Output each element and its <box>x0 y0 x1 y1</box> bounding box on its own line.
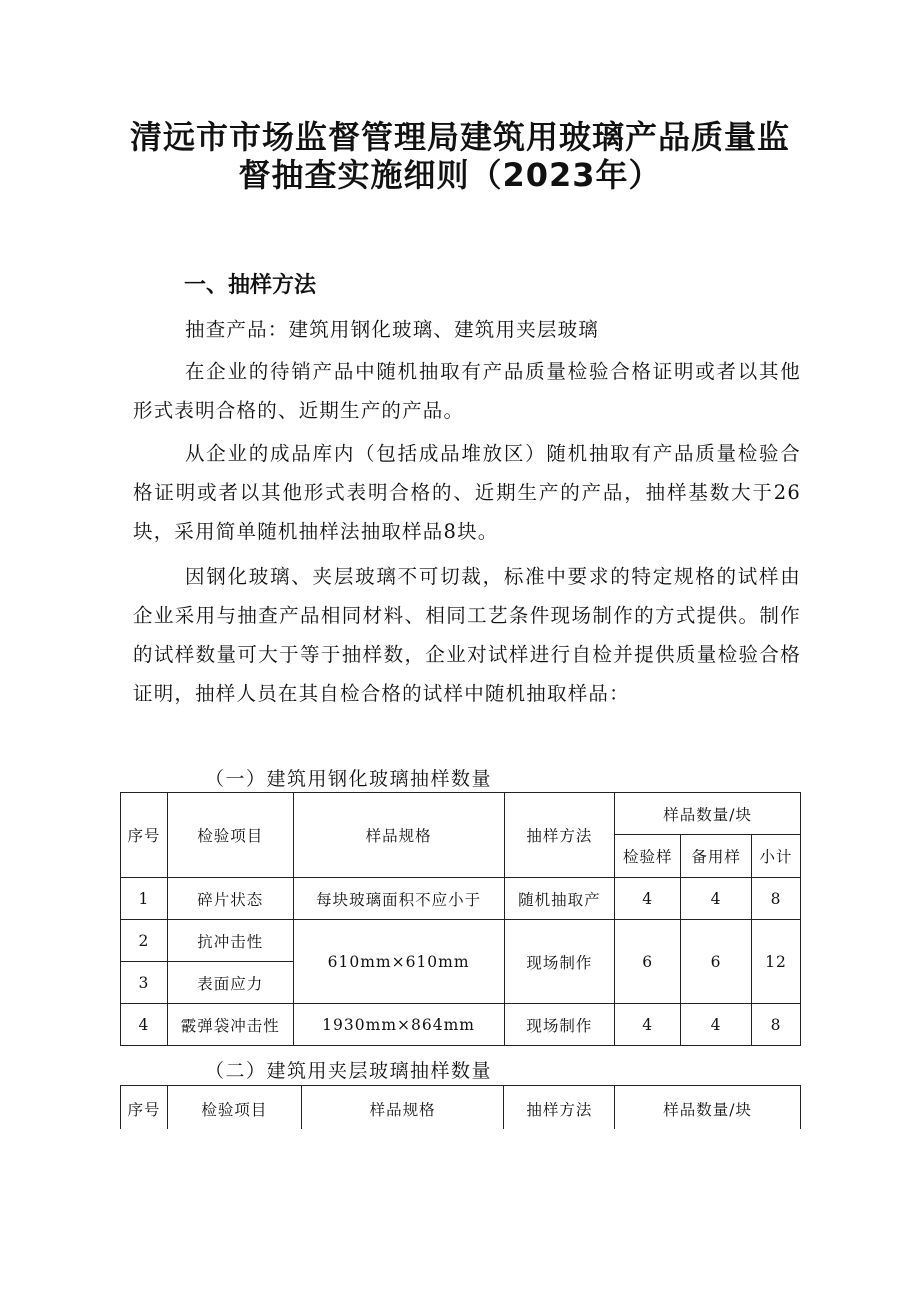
header-qty: 样品数量/块 <box>615 1086 801 1132</box>
header-qty: 样品数量/块 <box>615 793 801 835</box>
header-item: 检验项目 <box>167 1086 301 1132</box>
table1-caption: （一）建筑用钢化玻璃抽样数量 <box>205 768 493 790</box>
table-row <box>121 1004 801 1046</box>
cell-subtotal: 12 <box>752 920 801 1004</box>
cell-backup: 4 <box>681 878 752 920</box>
table-header-row <box>121 793 801 835</box>
cell-no: 2 <box>121 920 168 962</box>
cell-spec: 1930mm×864mm <box>293 1004 504 1046</box>
cell-backup: 4 <box>681 1004 752 1046</box>
header-backup: 备用样 <box>681 835 752 878</box>
paragraph-sampling-3: 因钢化玻璃、夹层玻璃不可切裁，标准中要求的特定规格的试样由企业采用与抽查产品相同材料、相同工艺条件现场制作的方式提供。制作的试样数量可大于等于抽样数，企业对试样进行自检并提供质量检验合格证明，抽样人员在其自检合格的试样中随机抽取样品： <box>133 565 801 705</box>
cell-inspect: 4 <box>615 1004 681 1046</box>
cell-item: 表面应力 <box>167 962 293 1004</box>
paragraph-sampling-1: 在企业的待销产品中随机抽取有产品质量检验合格证明或者以其他形式表明合格的、近期生产的产品。 <box>133 360 801 422</box>
paragraph-sampling-2: 从企业的成品库内（包括成品堆放区）随机抽取有产品质量检验合格证明或者以其他形式表明合格的、近期生产的产品，抽样基数大于26块，采用简单随机抽样法抽取样品8块。 <box>133 442 801 543</box>
cell-subtotal: 8 <box>752 878 801 920</box>
header-item: 检验项目 <box>167 793 293 878</box>
header-method: 抽样方法 <box>504 1086 615 1132</box>
cell-no: 4 <box>121 1004 168 1046</box>
table-row <box>121 920 801 962</box>
table2-caption: （二）建筑用夹层玻璃抽样数量 <box>205 1060 493 1082</box>
paragraph-products: 抽查产品：建筑用钢化玻璃、建筑用夹层玻璃 <box>185 318 600 341</box>
header-method: 抽样方法 <box>504 793 615 878</box>
cell-inspect: 4 <box>615 878 681 920</box>
document-title-line2: 督抽查实施细则（2023年） <box>238 156 662 194</box>
cell-item: 霰弹袋冲击性 <box>167 1004 293 1046</box>
header-no: 序号 <box>121 1086 168 1132</box>
cell-item: 碎片状态 <box>167 878 293 920</box>
cell-method: 现场制作 <box>504 920 615 1004</box>
cell-method: 现场制作 <box>504 1004 615 1046</box>
document-title-line1: 清远市市场监督管理局建筑用玻璃产品质量监 <box>129 118 790 156</box>
table-row <box>121 878 801 920</box>
section-heading-sampling-method: 一、抽样方法 <box>184 273 317 298</box>
cell-no: 1 <box>121 878 168 920</box>
cell-spec: 每块玻璃面积不应小于 <box>293 878 504 920</box>
cell-item: 抗冲击性 <box>167 920 293 962</box>
header-spec: 样品规格 <box>293 793 504 878</box>
cell-method: 随机抽取产 <box>504 878 615 920</box>
cell-inspect: 6 <box>615 920 681 1004</box>
header-inspect: 检验样 <box>615 835 681 878</box>
table-header-row <box>121 1086 801 1132</box>
cell-spec: 610mm×610mm <box>293 920 504 1004</box>
tempered-glass-sample-table <box>120 792 801 1046</box>
header-no: 序号 <box>121 793 168 878</box>
cell-subtotal: 8 <box>752 1004 801 1046</box>
header-spec: 样品规格 <box>301 1086 504 1132</box>
header-subtotal: 小计 <box>752 835 801 878</box>
page-bottom-blank <box>0 1129 920 1309</box>
cell-backup: 6 <box>681 920 752 1004</box>
cell-no: 3 <box>121 962 168 1004</box>
